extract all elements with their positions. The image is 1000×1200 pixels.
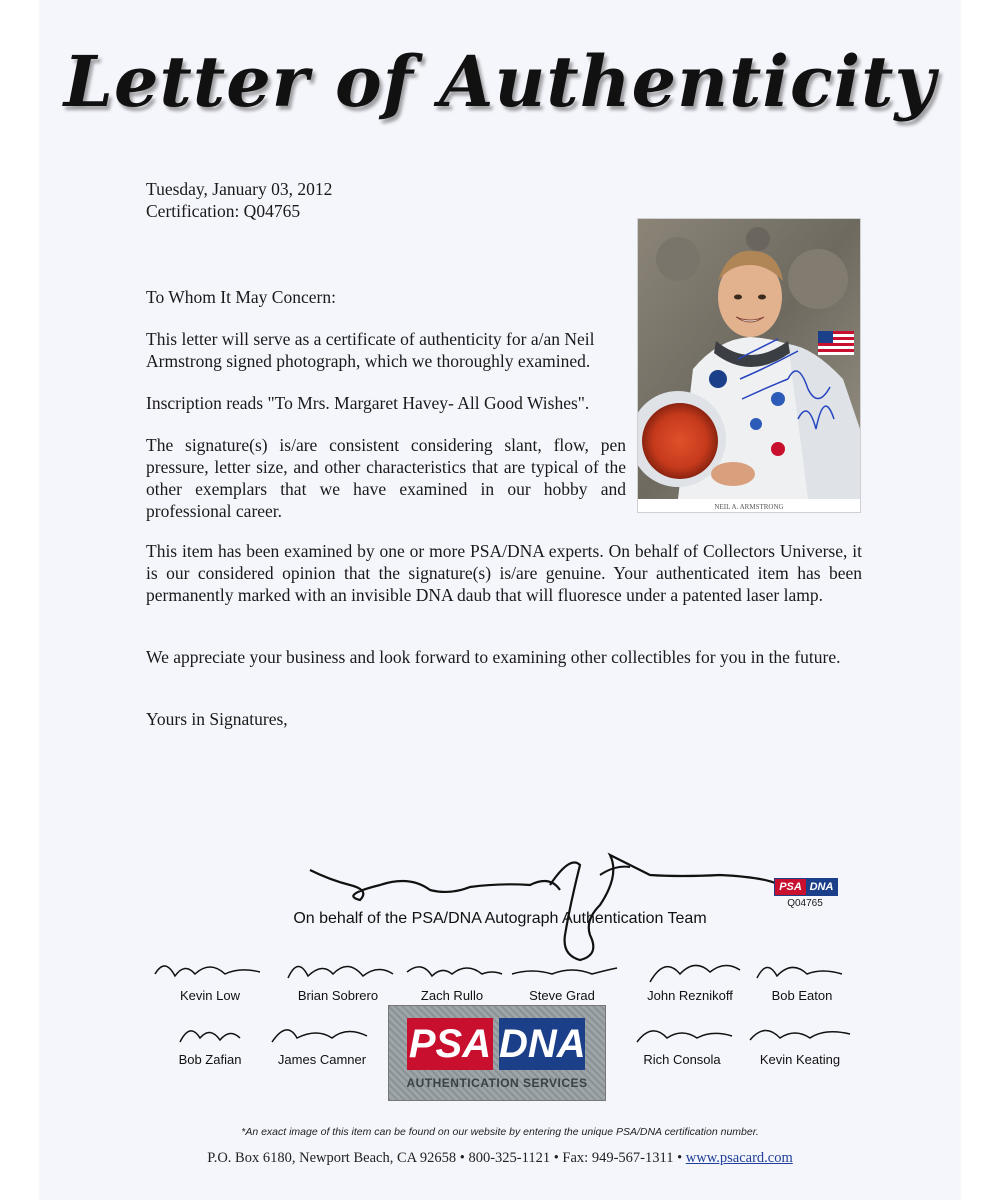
- logo-psa: PSA: [407, 1018, 493, 1070]
- authenticator: [630, 952, 750, 1003]
- paragraph-examination: This item has been examined by one or more PSA/DNA experts. On behalf of Collectors Universe, it is our considered opinion that the signature(s) is/are genuine. Your authenticated item has been permanently marked with an invisible DNA daub that will fluoresce under a patented laser lamp.: [146, 541, 862, 605]
- logo-subtitle: AUTHENTICATION SERVICES: [406, 1076, 588, 1090]
- paragraph-signature-consistency: The signature(s) is/are consistent considering slant, flow, pen pressure, letter size, and other characteristics that are typical of the other exemplars that we have examined in our hobby and professional career.: [146, 435, 626, 521]
- sticker-logo: [774, 878, 838, 896]
- authenticator: [740, 1016, 860, 1067]
- team-line: On behalf of the PSA/DNA Autograph Authentication Team: [293, 910, 707, 927]
- letter-page: [40, 0, 960, 1200]
- page-title: Letter of Authenticity: [63, 40, 937, 123]
- signature-mark: [742, 952, 862, 986]
- footnote: *An exact image of this item can be found on our website by entering the unique PSA/DNA certification number.: [241, 1126, 759, 1138]
- paragraph-inscription: Inscription reads "To Mrs. Margaret Havey- All Good Wishes".: [146, 393, 590, 413]
- logo-dna: DNA: [499, 1018, 585, 1070]
- authenticator-name: Rich Consola: [643, 1052, 721, 1067]
- signature-mark: [630, 952, 750, 986]
- signature-mark: [740, 1016, 860, 1050]
- sticker-logo-psa: PSA: [775, 879, 806, 895]
- authenticator-name: Zach Rullo: [420, 988, 484, 1003]
- website-link[interactable]: www.psacard.com: [685, 1150, 793, 1166]
- footer-contact: [40, 1150, 960, 1167]
- authenticator: [742, 952, 862, 1003]
- sticker-logo-dna: DNA: [806, 879, 837, 895]
- footer-address: P.O. Box 6180, Newport Beach, CA 92658 • 800-325-1121 • Fax: 949-567-1311 •: [207, 1150, 686, 1166]
- authenticator: [150, 952, 270, 1003]
- astronaut-photo: [637, 218, 861, 513]
- photo-caption: NEIL A. ARMSTRONG: [714, 503, 784, 511]
- authenticator-name: John Reznikoff: [647, 988, 733, 1003]
- signature-mark: [502, 952, 622, 986]
- authenticator-name: Kevin Keating: [759, 1052, 841, 1067]
- salutation: To Whom It May Concern:: [146, 287, 336, 307]
- authenticator: [150, 1016, 270, 1067]
- signature-mark: [622, 1016, 742, 1050]
- authenticator: [392, 952, 512, 1003]
- sticker-id: Q04765: [787, 898, 823, 909]
- authenticator: [502, 952, 622, 1003]
- authenticator-name: Steve Grad: [529, 988, 595, 1003]
- authenticator-name: Bob Eaton: [771, 988, 833, 1003]
- signature-mark: [262, 1016, 382, 1050]
- authenticator-name: Brian Sobrero: [297, 988, 379, 1003]
- authenticator-name: James Camner: [277, 1052, 367, 1067]
- paragraph-certificate: This letter will serve as a certificate of authenticity for a/an Neil Armstrong signed photograph, which we thoroughly examined.: [146, 329, 595, 371]
- letter-date: Tuesday, January 03, 2012: [146, 179, 333, 199]
- closing: Yours in Signatures,: [146, 709, 288, 729]
- signature-mark: [278, 952, 398, 986]
- signature-mark: [150, 1016, 270, 1050]
- authenticator: [262, 1016, 382, 1067]
- authenticator-name: Bob Zafian: [178, 1052, 242, 1067]
- authenticator: [622, 1016, 742, 1067]
- certification-sticker: [770, 878, 840, 918]
- psa-dna-logo: [388, 1005, 606, 1101]
- authenticator: [278, 952, 398, 1003]
- authenticator-name: Kevin Low: [180, 988, 240, 1003]
- signature-mark: [150, 952, 270, 986]
- certification-number: Certification: Q04765: [146, 201, 301, 221]
- paragraph-appreciation: We appreciate your business and look forward to examining other collectibles for you in the future.: [146, 647, 841, 667]
- signature-mark: [392, 952, 512, 986]
